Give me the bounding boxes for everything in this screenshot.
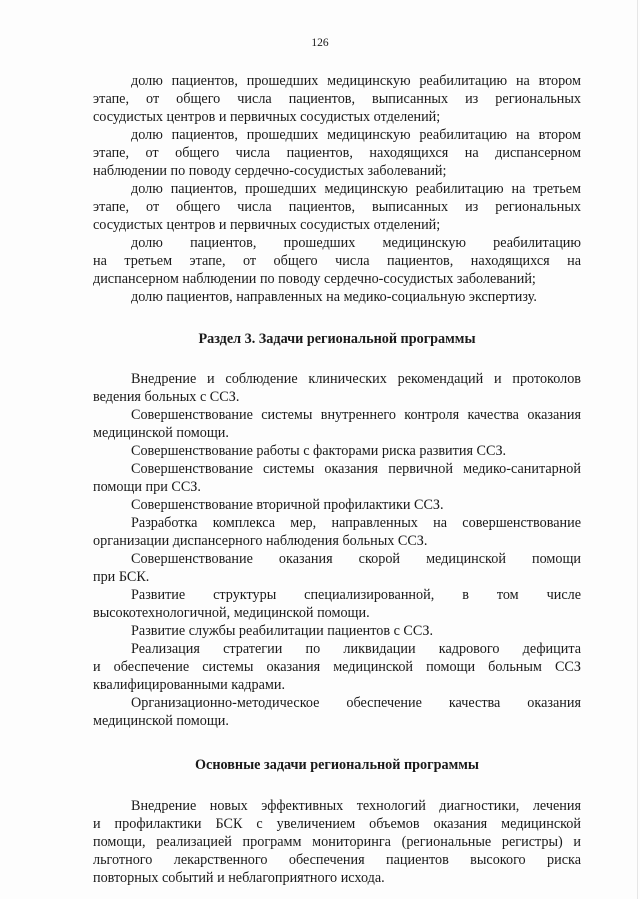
intro-line: сосудистых центров и первичных сосудистых отделений; [93,109,441,125]
intro-paragraph [93,288,581,306]
section-3-task-line: Внедрение и соблюдение клинических рекомендаций и протоколов [131,371,581,387]
intro-paragraph [93,72,581,126]
section-3-task-line: Развитие структуры специализированной, в том числе [131,587,581,603]
main-tasks-heading: Основные задачи региональной программы [195,757,479,773]
section-3-task-paragraph [93,586,581,622]
intro-paragraph [93,126,581,180]
section-3-task-paragraph [93,694,581,730]
section-3-task-line: Организационно-методическое обеспечение качества оказания [131,695,581,711]
intro-line: долю пациентов, направленных на медико-социальную экспертизу. [131,289,537,305]
main-task-paragraph [93,797,581,887]
section-3-task-line: и обеспечение системы оказания медицинской помощи больным ССЗ [93,659,581,675]
section-3-heading: Раздел 3. Задачи региональной программы [198,331,476,347]
main-task-line: помощи, реализацией программ мониторинга (региональные регистры) и [93,834,581,850]
intro-line: наблюдении по поводу сердечно-сосудистых заболеваний; [93,163,447,179]
section-3-task-line: Совершенствование вторичной профилактики ССЗ. [131,497,444,513]
section-3-task-line: Реализация стратегии по ликвидации кадрового дефицита [131,641,581,657]
section-3-task-paragraph [93,640,581,694]
section-3-task-paragraph [93,496,581,514]
section-3-task-line: Совершенствование системы внутреннего контроля качества оказания [131,407,581,423]
intro-paragraph [93,180,581,234]
section-3-task-line: организации диспансерного наблюдения больных ССЗ. [93,533,428,549]
intro-line: этапе, от общего числа пациентов, выписанных из региональных [93,91,581,107]
intro-line: диспансерном наблюдении по поводу сердечно-сосудистых заболеваний; [93,271,536,287]
section-3-task-line: медицинской помощи. [93,713,229,729]
section-3-task-line: Совершенствование работы с факторами риска развития ССЗ. [131,443,507,459]
section-3-task-paragraph [93,622,581,640]
intro-line: долю пациентов, прошедших медицинскую реабилитацию на третьем [131,181,581,197]
main-task-line: и профилактики БСК с увеличением объемов оказания медицинской [93,816,581,832]
section-3-task-line: Разработка комплекса мер, направленных на совершенствование [131,515,581,531]
intro-line: долю пациентов, прошедших медицинскую реабилитацию на втором [131,127,581,143]
section-3-task-line: Совершенствование системы оказания первичной медико-санитарной [131,461,581,477]
intro-line: долю пациентов, прошедших медицинскую реабилитацию на втором [131,73,581,89]
section-3-task-line: помощи при ССЗ. [93,479,201,495]
intro-line: этапе, от общего числа пациентов, выписанных из региональных [93,199,581,215]
section-3-tasks [93,370,581,730]
section-3-task-paragraph [93,460,581,496]
section-3-task-paragraph [93,442,581,460]
section-3-task-line: Совершенствование оказания скорой медицинской помощи [131,551,581,567]
intro-line: на третьем этапе, от общего числа пациентов, находящихся на [93,253,581,269]
intro-list [93,72,581,306]
section-3-task-line: ведения больных с ССЗ. [93,389,240,405]
scan-edge [637,0,638,899]
main-tasks-list [93,797,581,887]
section-3-task-paragraph [93,406,581,442]
section-3-task-line: квалифицированными кадрами. [93,677,286,693]
section-3-task-line: высокотехнологичной, медицинской помощи. [93,605,370,621]
main-task-line: повторных событий и неблагоприятного исхода. [93,870,385,886]
section-3-task-line: при БСК. [93,569,150,585]
section-3-task-paragraph [93,550,581,586]
section-3-task-paragraph [93,514,581,550]
intro-line: сосудистых центров и первичных сосудистых отделений; [93,217,441,233]
page-number: 126 [311,37,329,49]
section-3-task-line: Развитие службы реабилитации пациентов с ССЗ. [131,623,433,639]
section-3-task-paragraph [93,370,581,406]
section-3-task-line: медицинской помощи. [93,425,229,441]
main-task-line: льготного лекарственного обеспечения пациентов высокого риска [93,852,581,868]
intro-line: долю пациентов, прошедших медицинскую реабилитацию [131,235,581,251]
main-task-line: Внедрение новых эффективных технологий диагностики, лечения [131,798,581,814]
intro-line: этапе, от общего числа пациентов, находящихся на диспансерном [93,145,581,161]
document-body [93,72,581,887]
intro-paragraph [93,234,581,288]
